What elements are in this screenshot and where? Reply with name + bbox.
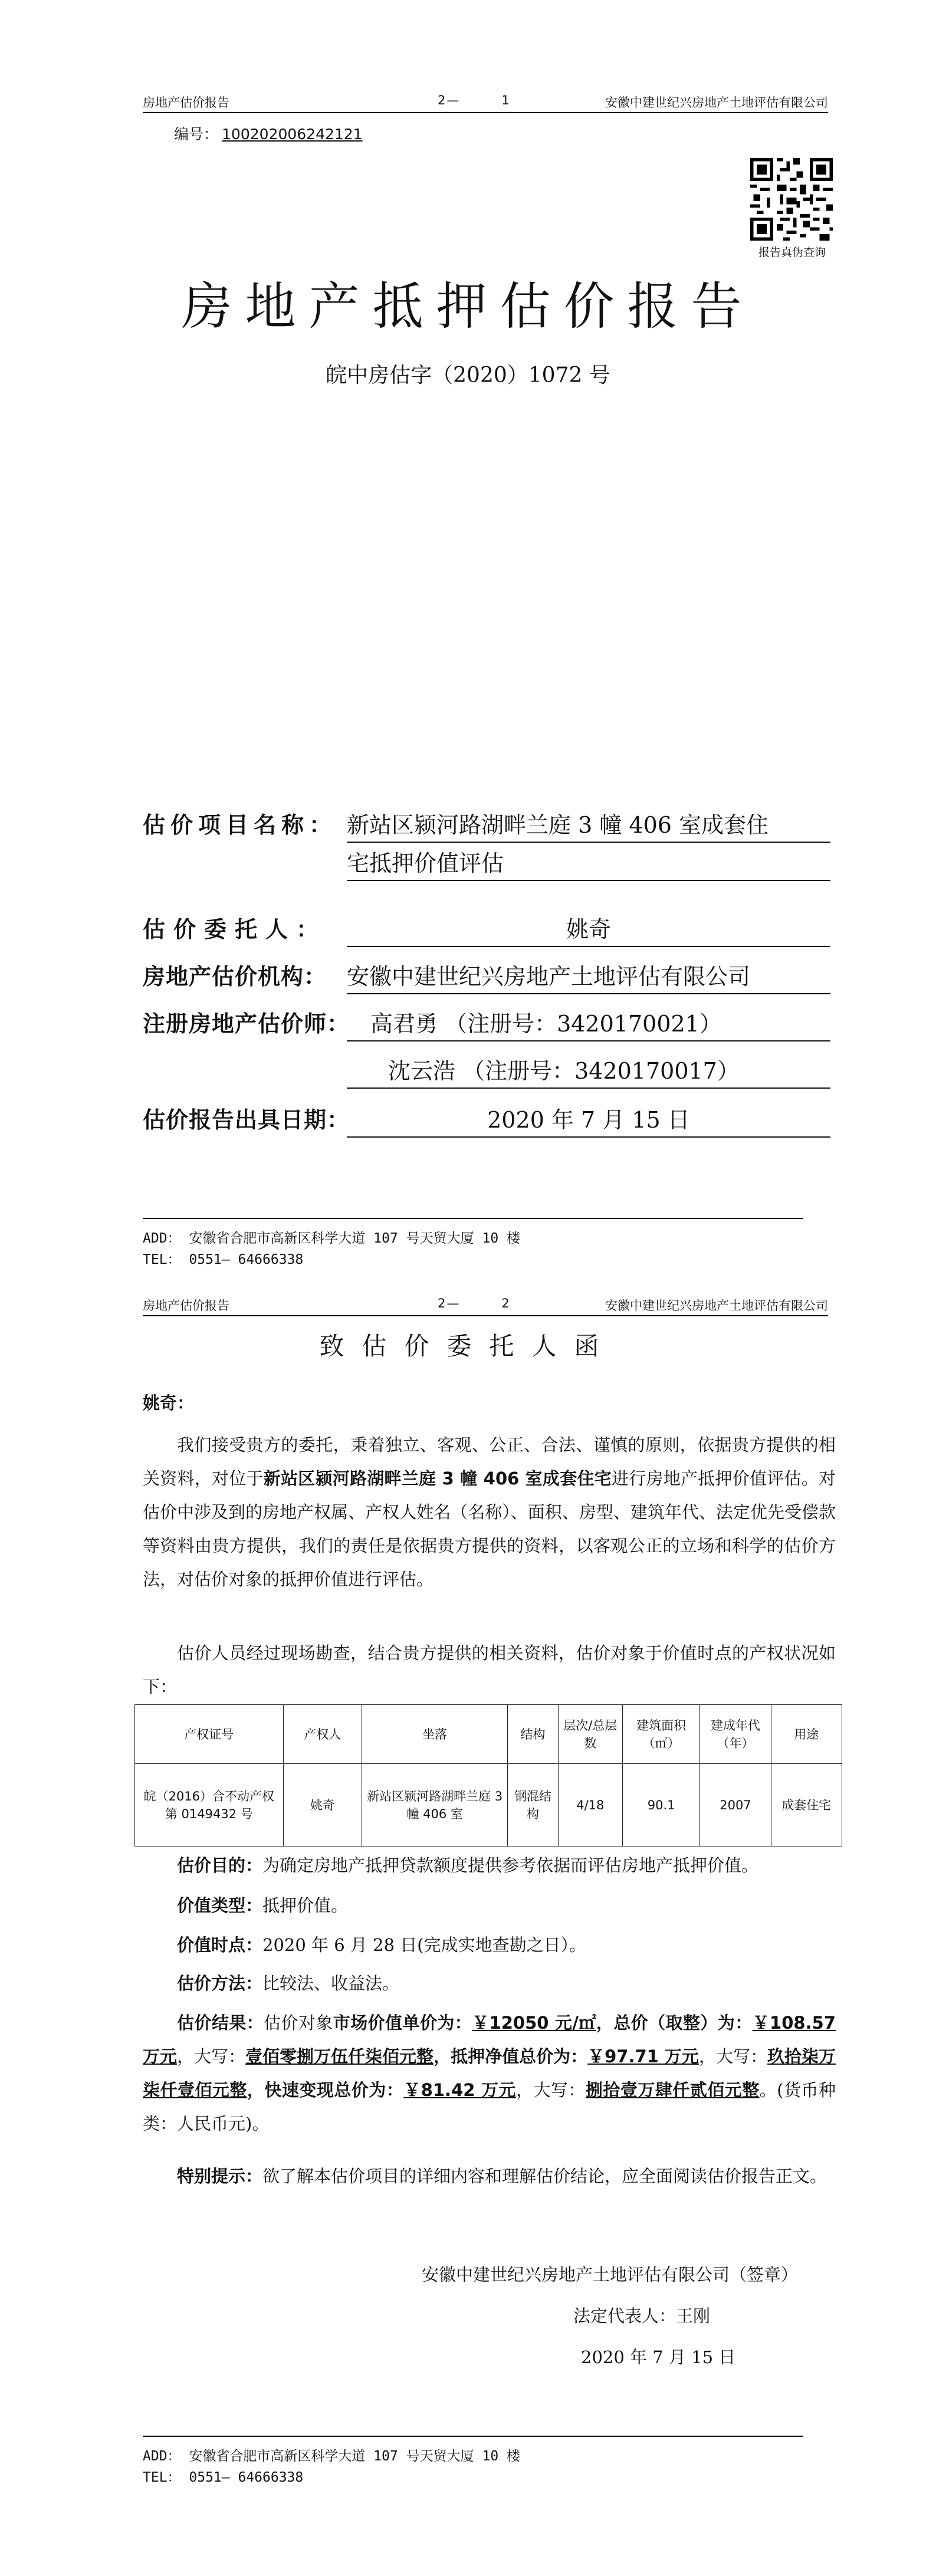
signature-company: 安徽中建世纪兴房地产土地评估有限公司（签章） (422, 2265, 799, 2285)
appraiser-2: 沈云浩 （注册号：3420170017） (347, 1053, 830, 1089)
project-name-value-line2: 宅抵押价值评估 (347, 845, 830, 881)
client-value: 姚奇 (347, 911, 830, 947)
column-header: 层次/总层数 (558, 1705, 622, 1764)
total-price-uppercase: 壹佰零捌万伍仟柒佰元整 (245, 2046, 434, 2066)
column-header: 产权证号 (135, 1705, 284, 1764)
method-item (143, 1967, 836, 2000)
project-name-value-line1: 新站区颍河路湖畔兰庭 3 幢 406 室成套住 (347, 807, 830, 843)
cell-usage: 成套住宅 (771, 1764, 842, 1846)
cell-certificate-no: 皖（2016）合不动产权第 0149432 号 (135, 1764, 284, 1846)
value-type-value: 抵押价值。 (262, 1895, 349, 1915)
appraiser-row (143, 1006, 839, 1088)
property-rights-table (134, 1704, 842, 1846)
qr-caption: 报告真伪查询 (758, 246, 826, 259)
appraiser-1: 高君勇 （注册号：3420170021） (347, 1006, 830, 1041)
issue-date-value: 2020 年 7 月 15 日 (347, 1102, 830, 1138)
letter-salutation: 姚奇： (143, 1393, 195, 1413)
issue-date-label: 估价报告出具日期： (143, 1107, 350, 1133)
header-company: 安徽中建世纪兴房地产土地评估有限公司 (605, 96, 828, 110)
report-title: 房地产抵押估价报告 (181, 277, 755, 336)
qr-code-icon[interactable] (750, 158, 833, 241)
page-header (143, 1292, 828, 1316)
purpose-label: 估价目的： (177, 1855, 263, 1875)
method-label: 估价方法： (177, 1973, 263, 1993)
purpose-value: 为确定房地产抵押贷款额度提供参考依据而评估房地产抵押价值。 (262, 1855, 759, 1875)
page-footer (143, 2436, 803, 2495)
signature-date: 2020 年 7 月 15 日 (581, 2347, 736, 2367)
mortgage-net-value: ￥97.71 万元 (587, 2046, 699, 2066)
signature-legal-rep: 法定代表人：王刚 (573, 2306, 711, 2326)
cell-structure: 钢混结构 (508, 1764, 558, 1846)
client-label: 估价委托人： (143, 916, 327, 942)
mortgage-net-value-uppercase: 玖拾柒万柒仟壹佰元整 (143, 2046, 836, 2100)
agency-row (143, 958, 839, 994)
quick-sale-value-uppercase: 捌拾壹万肆仟贰佰元整 (585, 2080, 760, 2100)
report-cover-page (0, 0, 936, 1286)
total-price: ￥108.57 万元 (143, 2013, 836, 2066)
table-row (135, 1764, 842, 1846)
issue-date-row (143, 1102, 839, 1137)
cell-owner: 姚奇 (283, 1764, 362, 1846)
letter-title: 致估价委托人函 (319, 1332, 617, 1361)
project-name-row (143, 807, 839, 889)
table-header-row (135, 1705, 842, 1764)
page-footer (143, 1218, 803, 1277)
cell-location: 新站区颍河路湖畔兰庭 3 幢 406 室 (362, 1764, 508, 1846)
report-reference-number: 皖中房估字（2020）1072 号 (326, 363, 610, 387)
result-label: 估价结果： (177, 2013, 264, 2033)
value-date-value: 2020 年 6 月 28 日(完成实地查勘之日）。 (262, 1935, 587, 1955)
page-header (143, 88, 828, 113)
header-report-type: 房地产估价报告 (143, 1299, 229, 1313)
column-header: 建筑面积（㎡） (623, 1705, 700, 1764)
report-code-label: 编号： (174, 126, 219, 143)
header-report-type: 房地产估价报告 (143, 96, 229, 110)
method-value: 比较法、收益法。 (262, 1973, 400, 1993)
header-page-number: 2 (501, 1296, 511, 1310)
footer-divider (143, 2436, 803, 2437)
purpose-item (143, 1849, 836, 1882)
footer-phone: TEL： 0551— 64666338 (143, 2470, 304, 2485)
footer-address: ADD： 安徽省合肥市高新区科学大道 107 号天贸大厦 10 楼 (143, 2449, 521, 2464)
agency-label: 房地产估价机构： (143, 964, 327, 990)
valuation-result: 估价结果：估价对象市场价值单价为：￥12050 元/㎡，总价（取整）为：￥108.57 万元，大写：壹佰零捌万伍仟柒佰元整，抵押净值总价为：￥97.71 万元，大写：玖拾柒万柒仟壹佰元整，快速变现总价为：￥81.42 万元，大写：捌拾壹万肆仟贰佰元整。(货币种类：人民币元)。 (143, 2013, 836, 2134)
footer-address: ADD： 安徽省合肥市高新区科学大道 107 号天贸大厦 10 楼 (143, 1231, 521, 1246)
unit-price: ￥12050 元/㎡ (472, 2013, 596, 2033)
letter-paragraph-1: 我们接受贵方的委托，秉着独立、客观、公正、合法、谨慎的原则，依据贵方提供的相关资料，对位于新站区颍河路湖畔兰庭 3 幢 406 室成套住宅进行房地产抵押价值评估。对估价中涉及到的房地产权属、产权人姓名（名称）、面积、房型、建筑年代、法定优先受偿款等资料由贵方提供，我们的责任是依据贵方提供的资料，以客观公正的立场和科学的估价方法，对估价对象的抵押价值进行评估。 (143, 1435, 836, 1589)
header-page-indicator: 2— 2 (438, 1296, 511, 1310)
value-date-label: 价值时点： (177, 1935, 263, 1955)
report-code (174, 123, 363, 144)
property-address-highlight: 新站区颍河路湖畔兰庭 3 幢 406 室成套住宅 (263, 1468, 612, 1489)
column-header: 用途 (771, 1705, 842, 1764)
letter-to-client-page (0, 1286, 936, 2576)
column-header: 坐落 (362, 1705, 508, 1764)
footer-divider (143, 1218, 803, 1219)
header-page-indicator: 2— 1 (438, 93, 511, 107)
client-row (143, 911, 839, 947)
column-header: 产权人 (283, 1705, 362, 1764)
report-code-value: 100202006242121 (222, 126, 363, 143)
header-page-number: 1 (501, 93, 511, 107)
letter-paragraph-2: 估价人员经过现场勘查，结合贵方提供的相关资料，估价对象于价值时点的产权状况如下： (143, 1643, 836, 1697)
value-date-item (143, 1928, 836, 1962)
value-type-item (143, 1889, 836, 1923)
column-header: 结构 (508, 1705, 558, 1764)
quick-sale-value: ￥81.42 万元 (403, 2080, 516, 2100)
agency-value: 安徽中建世纪兴房地产土地评估有限公司 (347, 958, 830, 994)
column-header: 建成年代（年） (700, 1705, 771, 1764)
value-type-label: 价值类型： (177, 1895, 263, 1915)
appraiser-label: 注册房地产估价师： (143, 1011, 350, 1037)
footer-phone: TEL： 0551— 64666338 (143, 1252, 304, 1267)
project-name-label: 估价项目名称： (143, 812, 337, 838)
special-tip-value: 欲了解本估价项目的详细内容和理解估价结论，应全面阅读估价报告正文。 (262, 2166, 827, 2186)
special-tip (143, 2160, 836, 2193)
cell-area: 90.1 (623, 1764, 700, 1846)
special-tip-label: 特别提示： (177, 2166, 263, 2186)
header-company: 安徽中建世纪兴房地产土地评估有限公司 (605, 1299, 828, 1313)
cell-built-year: 2007 (700, 1764, 771, 1846)
cell-floor: 4/18 (558, 1764, 622, 1846)
